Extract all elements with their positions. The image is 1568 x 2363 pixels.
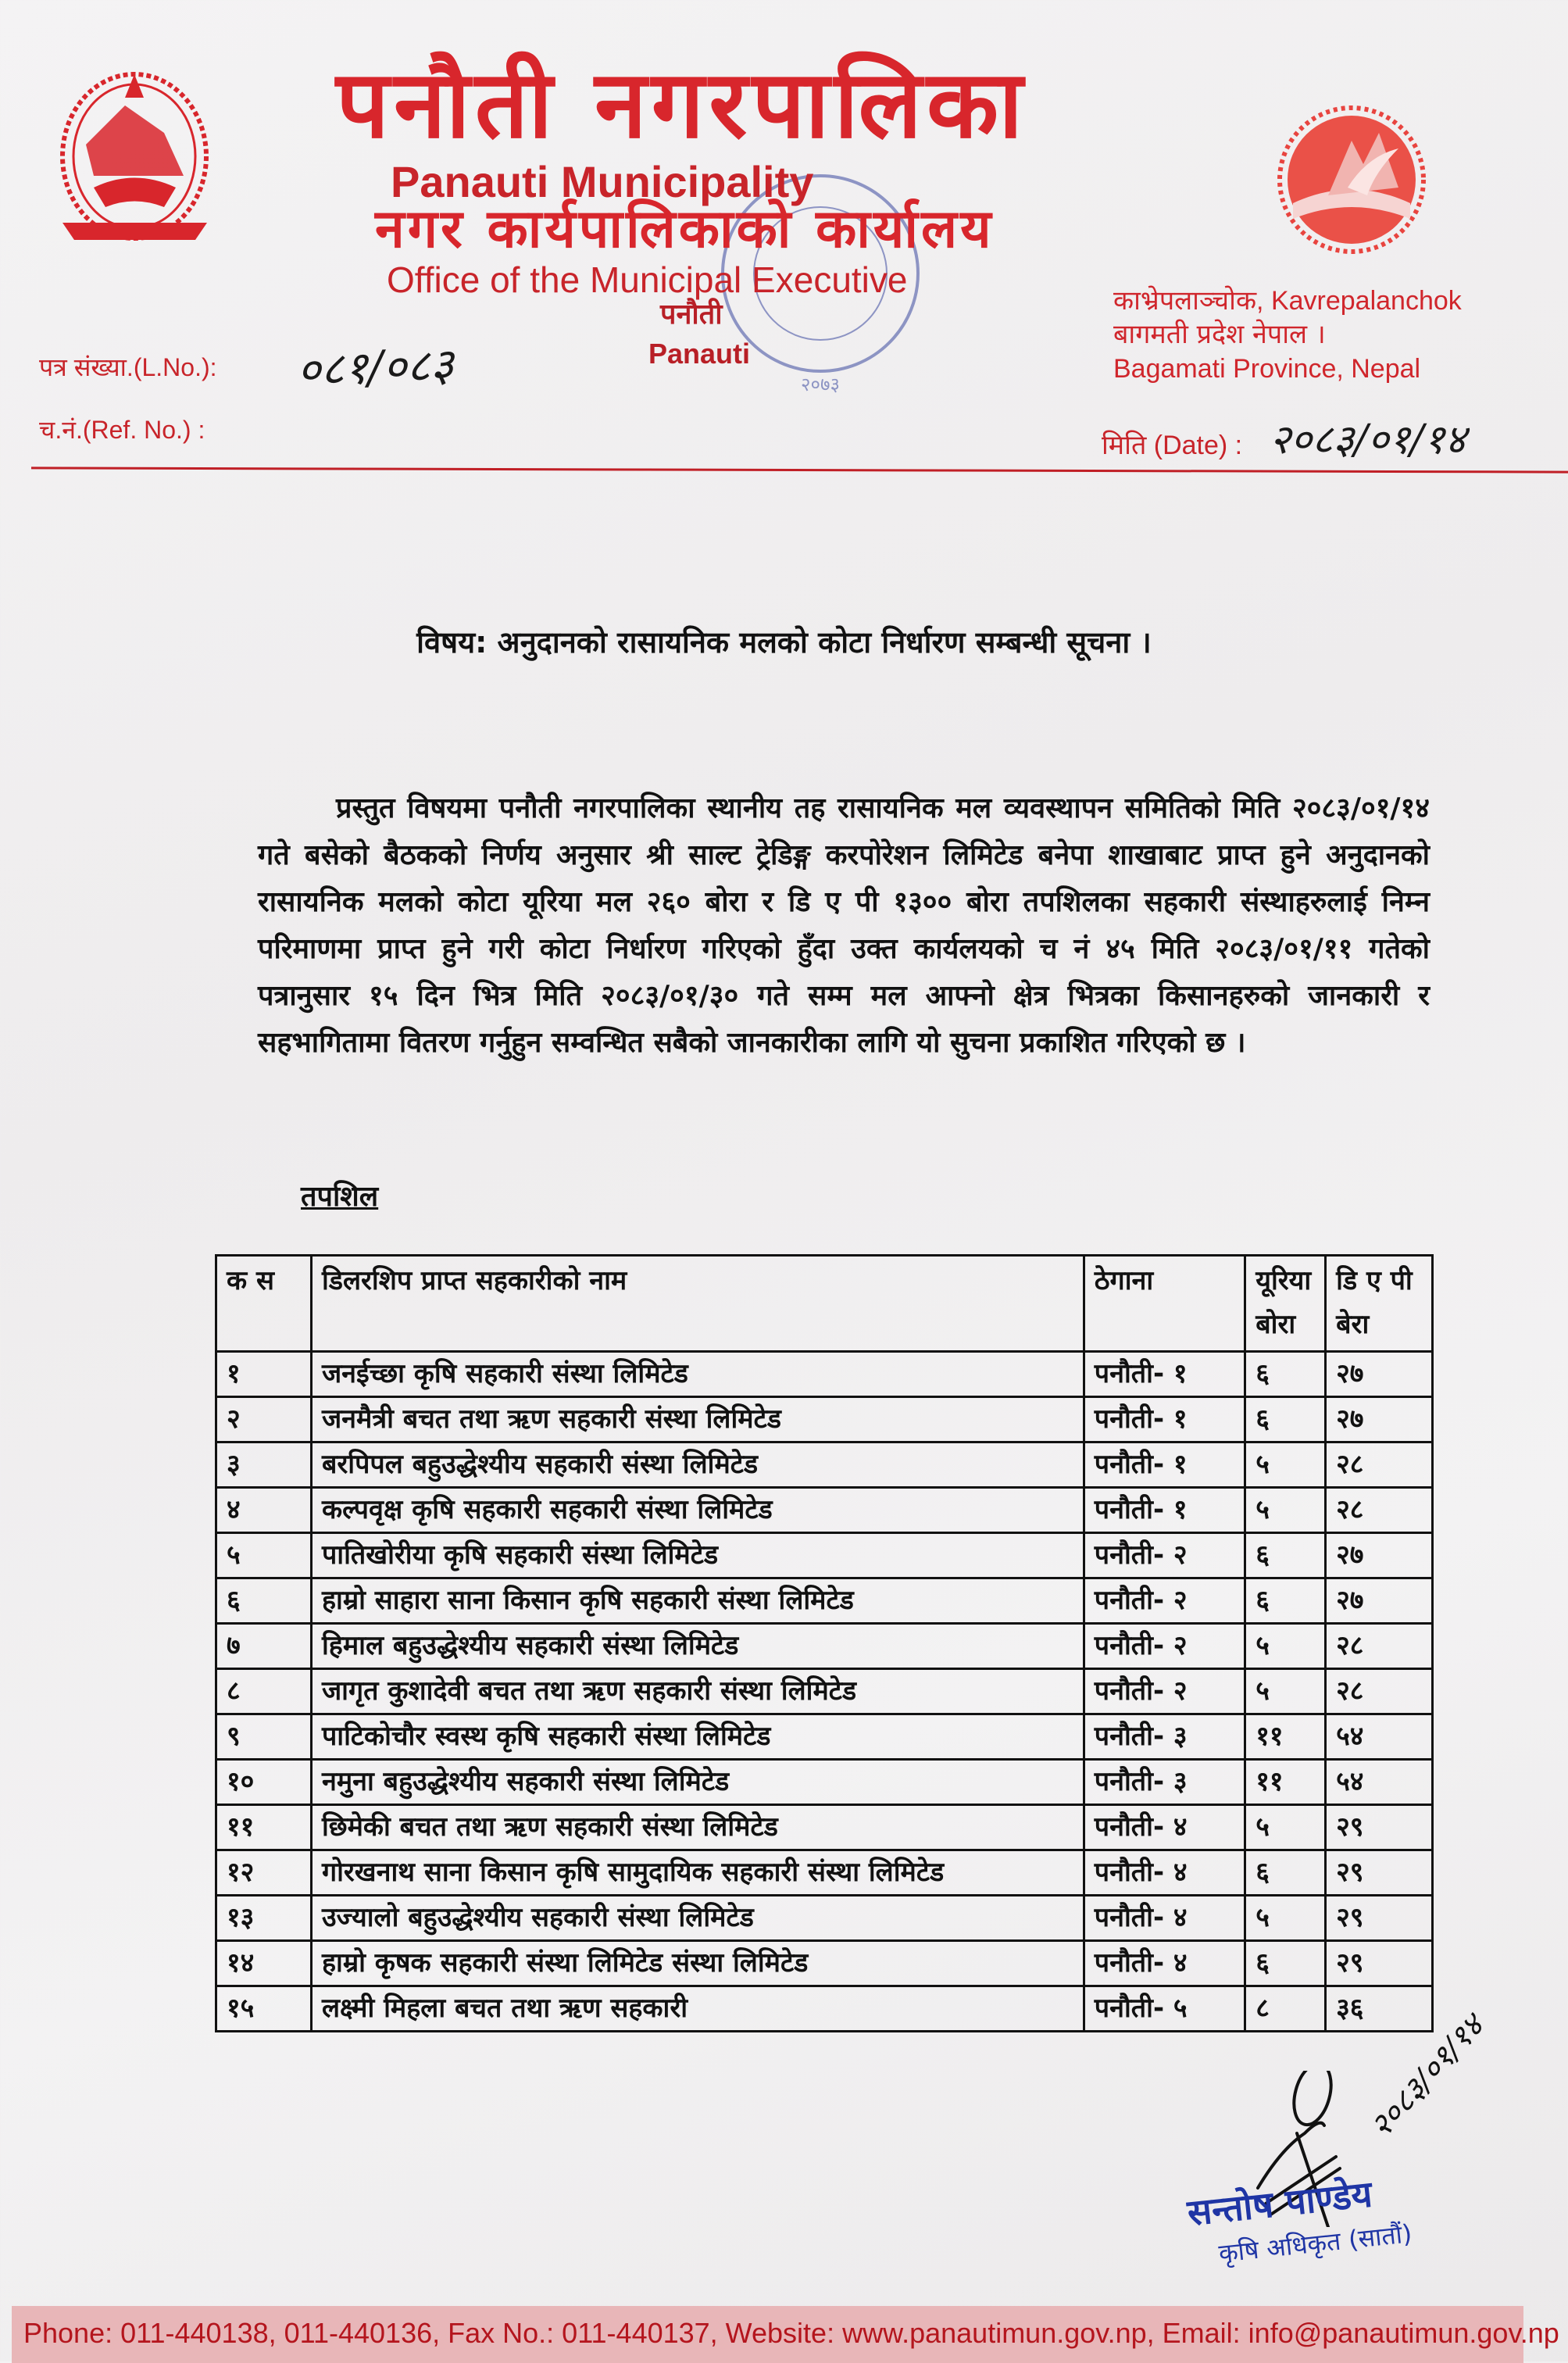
table-row: [216, 1896, 1433, 1941]
cell-serial: १४: [216, 1941, 312, 1986]
cell-urea: ५: [1245, 1896, 1326, 1941]
address-line-1: काभ्रेपलाञ्चोक, Kavrepalanchok: [1113, 286, 1462, 316]
cell-urea: ५: [1245, 1624, 1326, 1669]
cell-dap: ५४: [1326, 1714, 1433, 1760]
cell-dap: २९: [1326, 1850, 1433, 1896]
cell-cooperative-name: पातिखोरीया कृषि सहकारी संस्था लिमिटेड: [311, 1533, 1084, 1578]
cell-urea: ६: [1245, 1850, 1326, 1896]
cell-cooperative-name: जागृत कुशादेवी बचत तथा ऋण सहकारी संस्था लिमिटेड: [311, 1669, 1084, 1714]
cell-address: पनौती- ४: [1084, 1896, 1245, 1941]
cell-urea: ६: [1245, 1397, 1326, 1442]
letterhead-divider: [31, 467, 1568, 473]
cell-urea: ५: [1245, 1442, 1326, 1488]
svg-text:२०७३: २०७३: [801, 374, 840, 395]
cell-address: पनौती- ४: [1084, 1941, 1245, 1986]
schedule-heading: तपशिल: [301, 1181, 379, 1213]
header-urea-line2: बोरा: [1255, 1309, 1296, 1340]
cell-dap: २९: [1326, 1941, 1433, 1986]
city-nepali: पनौती: [660, 299, 723, 331]
table-row: [216, 1397, 1433, 1442]
cell-serial: २: [216, 1397, 312, 1442]
cell-address: पनौती- १: [1084, 1488, 1245, 1533]
cell-dap: २७: [1326, 1397, 1433, 1442]
table-row: [216, 1714, 1433, 1760]
cell-dap: २८: [1326, 1624, 1433, 1669]
table-row: [216, 1850, 1433, 1896]
cell-address: पनौती- २: [1084, 1533, 1245, 1578]
table-row: [216, 1442, 1433, 1488]
cell-address: पनौती- २: [1084, 1624, 1245, 1669]
date-value: २०८३/०१/१४: [1270, 416, 1466, 463]
cell-serial: ३: [216, 1442, 312, 1488]
header-urea: [1245, 1256, 1326, 1352]
table-row: [216, 1669, 1433, 1714]
cell-cooperative-name: लक्ष्मी मिहला बचत तथा ऋण सहकारी: [311, 1986, 1084, 2032]
cell-urea: ६: [1245, 1578, 1326, 1624]
signer-title-stamp: कृषि अधिकृत (सातौं): [1217, 2218, 1414, 2268]
cell-address: पनौती- २: [1084, 1669, 1245, 1714]
cell-address: पनौती- १: [1084, 1397, 1245, 1442]
table-header-row: [216, 1256, 1433, 1352]
table-row: [216, 1352, 1433, 1397]
nepal-emblem-icon: [47, 59, 223, 254]
municipality-logo-icon: [1273, 102, 1430, 258]
office-title-nepali: नगर कार्यपालिकाको कार्यालय: [375, 198, 995, 260]
cell-urea: ११: [1245, 1714, 1326, 1760]
header-urea-line1: यूरिया: [1255, 1265, 1312, 1296]
cell-urea: ८: [1245, 1986, 1326, 2032]
reference-number-label: च.नं.(Ref. No.) :: [39, 416, 205, 444]
cell-serial: १: [216, 1352, 312, 1397]
cell-address: पनौती- ४: [1084, 1850, 1245, 1896]
letter-number-value: ०८१/०८३: [295, 338, 455, 397]
cell-address: पनौती- ३: [1084, 1714, 1245, 1760]
cell-address: पनौती- ३: [1084, 1760, 1245, 1805]
table-row: [216, 1760, 1433, 1805]
signature-date: २०८३/०१/१४: [1363, 2008, 1491, 2145]
header-dap-line1: डि ए पी: [1336, 1265, 1413, 1296]
address-line-2: बागमती प्रदेश नेपाल ।: [1113, 319, 1326, 350]
cell-serial: १०: [216, 1760, 312, 1805]
cell-cooperative-name: पाटिकोचौर स्वस्थ कृषि सहकारी संस्था लिमिटेड: [311, 1714, 1084, 1760]
table-row: [216, 1805, 1433, 1850]
letter-number-label: पत्र संख्या.(L.No.):: [39, 353, 217, 381]
table-row: [216, 1941, 1433, 1986]
municipality-title-english: Panauti Municipality: [391, 157, 814, 206]
notice-body: प्रस्तुत विषयमा पनौती नगरपालिका स्थानीय तह रासायनिक मल व्यवस्थापन समितिको मिति २०८३/०१/१४ गते बसेको बैठकको निर्णय अनुसार श्री साल्ट ट्रेडिङ्ग करपोरेशन लिमिटेड बनेपा शाखाबाट प्राप्त हुने अनुदानको रासायनिक मलको कोटा यूरिया मल २६० बोरा र डि ए पी १३०० बोरा तपशिलका सहकारी संस्थाहरुलाई निम्न परिमाणमा प्राप्त हुने गरी कोटा निर्धारण गरिएको हुँदा उक्त कार्यलयको च नं ४५ मिति २०८३/०१/११ गतेको पत्रानुसार १५ दिन भित्र मिति २०८३/०१/३० गते सम्म मल आफ्नो क्षेत्र भित्रका किसानहरुको जानकारी र सहभागितामा वितरण गर्नुहुन सम्वन्धित सबैको जानकारीका लागि यो सुचना प्रकाशित गरिएको छ ।: [258, 792, 1430, 1059]
cell-cooperative-name: नमुना बहुउद्धेश्यीय सहकारी संस्था लिमिटेड: [311, 1760, 1084, 1805]
cell-serial: ६: [216, 1578, 312, 1624]
table-row: [216, 1533, 1433, 1578]
cell-cooperative-name: छिमेकी बचत तथा ऋण सहकारी संस्था लिमिटेड: [311, 1805, 1084, 1850]
signer-name-stamp: सन्तोष पाण्डेय: [1185, 2172, 1374, 2234]
cell-serial: १३: [216, 1896, 312, 1941]
cell-urea: ६: [1245, 1533, 1326, 1578]
header-cooperative-name: डिलरशिप प्राप्त सहकारीको नाम: [311, 1256, 1084, 1352]
cell-cooperative-name: हाम्रो कृषक सहकारी संस्था लिमिटेड संस्था लिमिटेड: [311, 1941, 1084, 1986]
cell-serial: ११: [216, 1805, 312, 1850]
cell-address: पनौती- २: [1084, 1578, 1245, 1624]
cell-serial: ७: [216, 1624, 312, 1669]
cell-serial: ५: [216, 1533, 312, 1578]
subject-line: विषय: अनुदानको रासायनिक मलको कोटा निर्धारण सम्बन्धी सूचना ।: [416, 625, 1152, 660]
cell-urea: ५: [1245, 1805, 1326, 1850]
cell-serial: ८: [216, 1669, 312, 1714]
cell-serial: १५: [216, 1986, 312, 2032]
cell-dap: ५४: [1326, 1760, 1433, 1805]
table-row: [216, 1578, 1433, 1624]
cell-cooperative-name: जनईच्छा कृषि सहकारी संस्था लिमिटेड: [311, 1352, 1084, 1397]
quota-table: [215, 1254, 1434, 2032]
table-row: [216, 1624, 1433, 1669]
cell-serial: ९: [216, 1714, 312, 1760]
footer-contact-info: Phone: 011-440138, 011-440136, Fax No.: 011-440137, Website: www.panautimun.gov.np, Email: info@panautimun.gov.np: [23, 2317, 1559, 2349]
table-row: [216, 1986, 1433, 2032]
cell-cooperative-name: बरपिपल बहुउद्धेश्यीय सहकारी संस्था लिमिटेड: [311, 1442, 1084, 1488]
municipality-title-nepali: पनौती नगरपालिका: [336, 51, 1028, 159]
cell-dap: २७: [1326, 1578, 1433, 1624]
cell-urea: ५: [1245, 1488, 1326, 1533]
cell-dap: २८: [1326, 1669, 1433, 1714]
cell-dap: २९: [1326, 1896, 1433, 1941]
cell-urea: ६: [1245, 1352, 1326, 1397]
cell-serial: ४: [216, 1488, 312, 1533]
table-row: [216, 1488, 1433, 1533]
cell-urea: ५: [1245, 1669, 1326, 1714]
cell-cooperative-name: हाम्रो साहारा साना किसान कृषि सहकारी संस्था लिमिटेड: [311, 1578, 1084, 1624]
cell-dap: २७: [1326, 1352, 1433, 1397]
office-title-english: Office of the Municipal Executive: [387, 259, 908, 300]
cell-cooperative-name: उज्यालो बहुउद्धेश्यीय सहकारी संस्था लिमिटेड: [311, 1896, 1084, 1941]
cell-dap: २८: [1326, 1442, 1433, 1488]
cell-cooperative-name: जनमैत्री बचत तथा ऋण सहकारी संस्था लिमिटेड: [311, 1397, 1084, 1442]
header-dap: [1326, 1256, 1433, 1352]
cell-cooperative-name: गोरखनाथ साना किसान कृषि सामुदायिक सहकारी संस्था लिमिटेड: [311, 1850, 1084, 1896]
cell-dap: २९: [1326, 1805, 1433, 1850]
address-line-3: Bagamati Province, Nepal: [1113, 354, 1421, 384]
city-english: Panauti: [648, 338, 751, 370]
cell-dap: २७: [1326, 1533, 1433, 1578]
cell-cooperative-name: कल्पवृक्ष कृषि सहकारी सहकारी संस्था लिमिटेड: [311, 1488, 1084, 1533]
cell-address: पनौती- १: [1084, 1442, 1245, 1488]
cell-cooperative-name: हिमाल बहुउद्धेश्यीय सहकारी संस्था लिमिटेड: [311, 1624, 1084, 1669]
cell-address: पनौती- ४: [1084, 1805, 1245, 1850]
header-serial: क स: [216, 1256, 312, 1352]
cell-dap: २८: [1326, 1488, 1433, 1533]
cell-urea: ६: [1245, 1941, 1326, 1986]
cell-urea: ११: [1245, 1760, 1326, 1805]
cell-address: पनौती- १: [1084, 1352, 1245, 1397]
cell-dap: ३६: [1326, 1986, 1433, 2032]
date-label: मिति (Date) :: [1102, 431, 1243, 460]
cell-serial: १२: [216, 1850, 312, 1896]
header-dap-line2: बेरा: [1336, 1309, 1370, 1340]
cell-address: पनौती- ५: [1084, 1986, 1245, 2032]
header-address: ठेगाना: [1084, 1256, 1245, 1352]
